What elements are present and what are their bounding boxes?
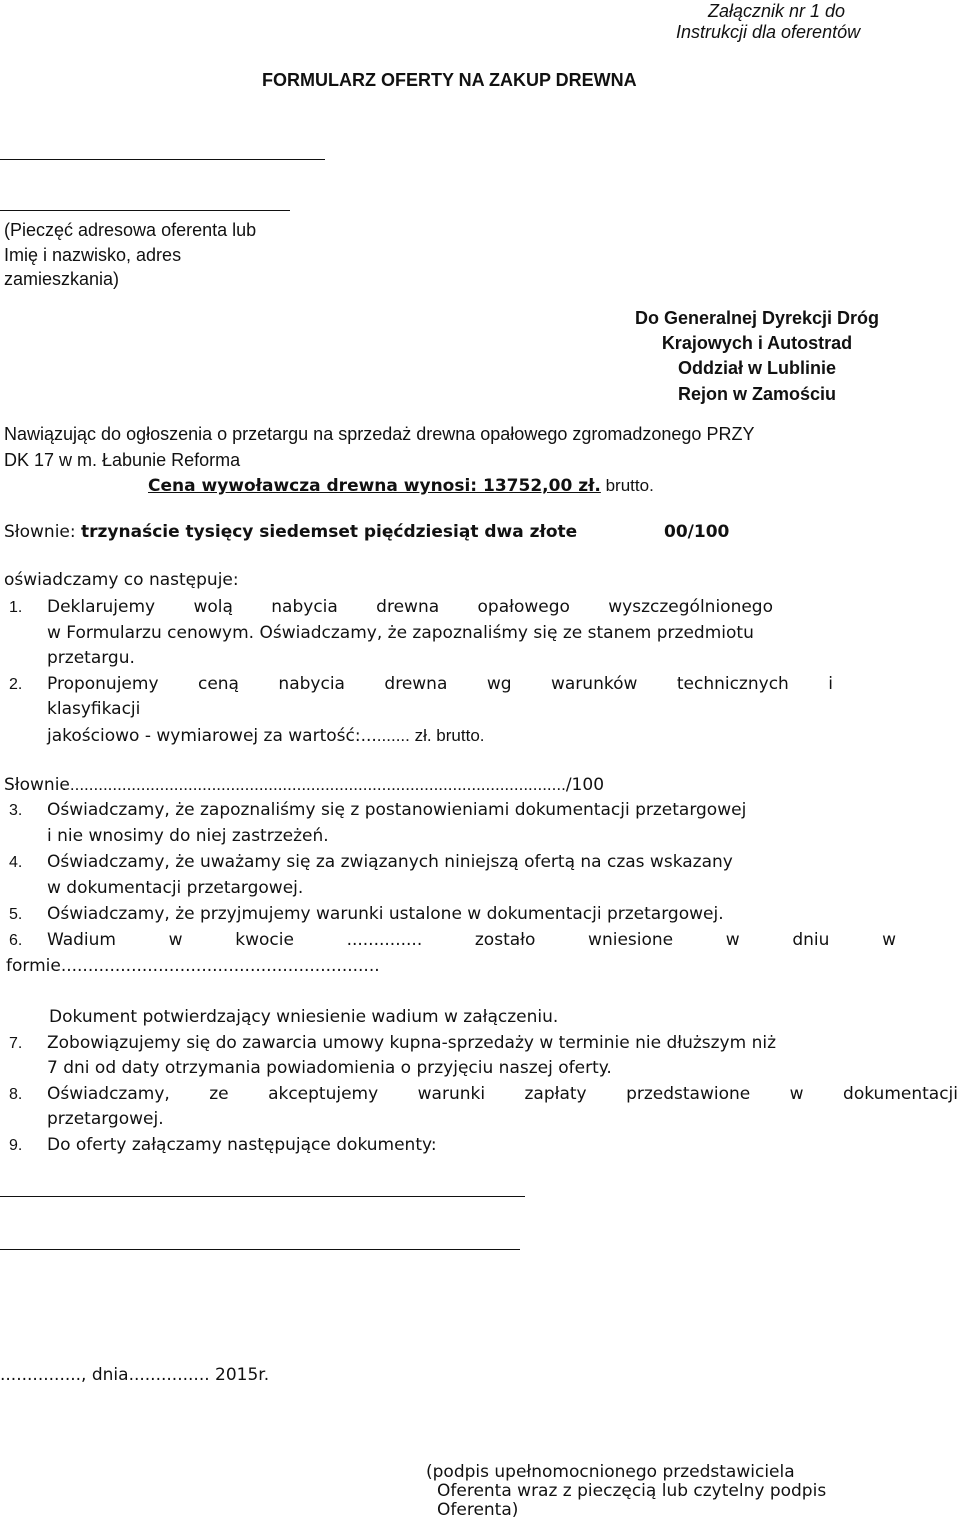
- item-2-line-1: Proponujemy ceną nabycia drewna wg warunków technicznych i: [47, 674, 833, 694]
- item-1-number: 1.: [9, 599, 23, 616]
- item-8-line-1: Oświadczamy, ze akceptujemy warunki zapłaty przedstawione w dokumentacji: [47, 1084, 958, 1104]
- price-in-words-cents: 00/100: [664, 522, 730, 542]
- recipient-line-4: Rejon w Zamościu: [677, 384, 837, 404]
- item-4-line-2: w dokumentacji przetargowej.: [47, 878, 304, 898]
- item-1-line-1: Deklarujemy wolą nabycia drewna opałowego wyszczególnionego: [47, 597, 773, 617]
- price-in-words-value: trzynaście tysięcy siedemset pięćdziesiąt dwa złote: [81, 522, 578, 542]
- stamp-rule-2: [0, 210, 290, 211]
- item-9-number: 9.: [9, 1137, 23, 1154]
- item-6-line-1: Wadium w kwocie .............. zostało wniesione w dniu w: [47, 930, 896, 950]
- signature-caption-line-3: Oferenta): [437, 1500, 519, 1520]
- item-2-value-dots: .......: [376, 726, 410, 745]
- place-date-line: ..............., dnia............... 2015r.: [0, 1365, 270, 1385]
- item-3-line-1: Oświadczamy, że zapoznaliśmy się z postanowieniami dokumentacji przetargowej: [47, 800, 747, 820]
- item-7-line-2: 7 dni od daty otrzymania powiadomienia o przyjęciu naszej oferty.: [47, 1058, 612, 1078]
- item-2-number: 2.: [9, 676, 23, 693]
- declaration-intro: oświadczamy co następuje:: [4, 570, 239, 590]
- starting-price-value: Cena wywoławcza drewna wynosi: 13752,00 zł.: [148, 476, 601, 496]
- item-9-line-1: Do oferty załączamy następujące dokumenty:: [47, 1135, 437, 1155]
- price-in-words-label: Słownie:: [4, 522, 82, 542]
- recipient-line-3: Oddział w Lublinie: [677, 358, 836, 378]
- item-5-line-1: Oświadczamy, że przyjmujemy warunki ustalone w dokumentacji przetargowej.: [47, 904, 724, 924]
- item-7-number: 7.: [9, 1035, 23, 1052]
- amount-in-words-dots: .........................................................................................................: [69, 775, 566, 794]
- recipient-line-2: Krajowych i Autostrad: [661, 333, 853, 353]
- stamp-caption-line-1: (Pieczęć adresowa oferenta lub: [4, 220, 257, 240]
- annex-line-1: Załącznik nr 1 do: [708, 1, 846, 21]
- item-8-line-2: przetargowej.: [47, 1109, 164, 1129]
- item-2-value-label: jakościowo - wymiarowej za wartość:...: [47, 726, 377, 746]
- annex-line-2: Instrukcji dla oferentów: [676, 22, 861, 42]
- item-5-number: 5.: [9, 906, 23, 923]
- item-8-number: 8.: [9, 1086, 23, 1103]
- page-title: FORMULARZ OFERTY NA ZAKUP DREWNA: [262, 70, 637, 90]
- item-2-line-2: klasyfikacji: [47, 699, 141, 719]
- stamp-rule-1: [0, 159, 325, 160]
- item-1-line-2: w Formularzu cenowym. Oświadczamy, że zapoznaliśmy się ze stanem przedmiotu: [47, 623, 754, 643]
- item-7-line-1: Zobowiązujemy się do zawarcia umowy kupna-sprzedaży w terminie nie dłuższym niż: [47, 1033, 776, 1053]
- starting-price-suffix: brutto.: [600, 476, 654, 495]
- amount-in-words-cents: /100: [565, 775, 605, 795]
- item-3-line-2: i nie wnosimy do niej zastrzeżeń.: [47, 826, 329, 846]
- stamp-caption-line-3: zamieszkania): [4, 269, 120, 289]
- attachment-rule-1: [0, 1196, 525, 1197]
- amount-in-words-label: Słownie: [4, 775, 70, 795]
- item-6-line-3: Dokument potwierdzający wniesienie wadium w załączeniu.: [49, 1007, 559, 1027]
- amount-in-words-line: [4, 775, 950, 795]
- stamp-caption-line-2: Imię i nazwisko, adres: [4, 245, 182, 265]
- intro-line-2: DK 17 w m. Łabunie Reforma: [4, 450, 241, 470]
- attachment-rule-2: [0, 1249, 520, 1250]
- item-6-line-2: formie...........................................................: [6, 956, 380, 976]
- item-4-number: 4.: [9, 854, 23, 871]
- signature-caption-line-1: (podpis upełnomocnionego przedstawiciela: [426, 1462, 795, 1482]
- recipient-line-1: Do Generalnej Dyrekcji Dróg: [634, 308, 880, 328]
- item-3-number: 3.: [9, 802, 23, 819]
- item-2-value-currency: zł. brutto.: [409, 726, 485, 745]
- signature-caption-line-2: Oferenta wraz z pieczęcią lub czytelny podpis: [437, 1481, 827, 1501]
- item-1-line-3: przetargu.: [47, 648, 135, 668]
- item-2-line-3: [47, 726, 485, 746]
- price-in-words: [4, 522, 577, 542]
- item-6-number: 6.: [9, 932, 23, 949]
- starting-price: [148, 476, 654, 496]
- item-4-line-1: Oświadczamy, że uważamy się za związanych niniejszą ofertą na czas wskazany: [47, 852, 733, 872]
- intro-line-1: Nawiązując do ogłoszenia o przetargu na sprzedaż drewna opałowego zgromadzonego PRZY: [4, 424, 755, 444]
